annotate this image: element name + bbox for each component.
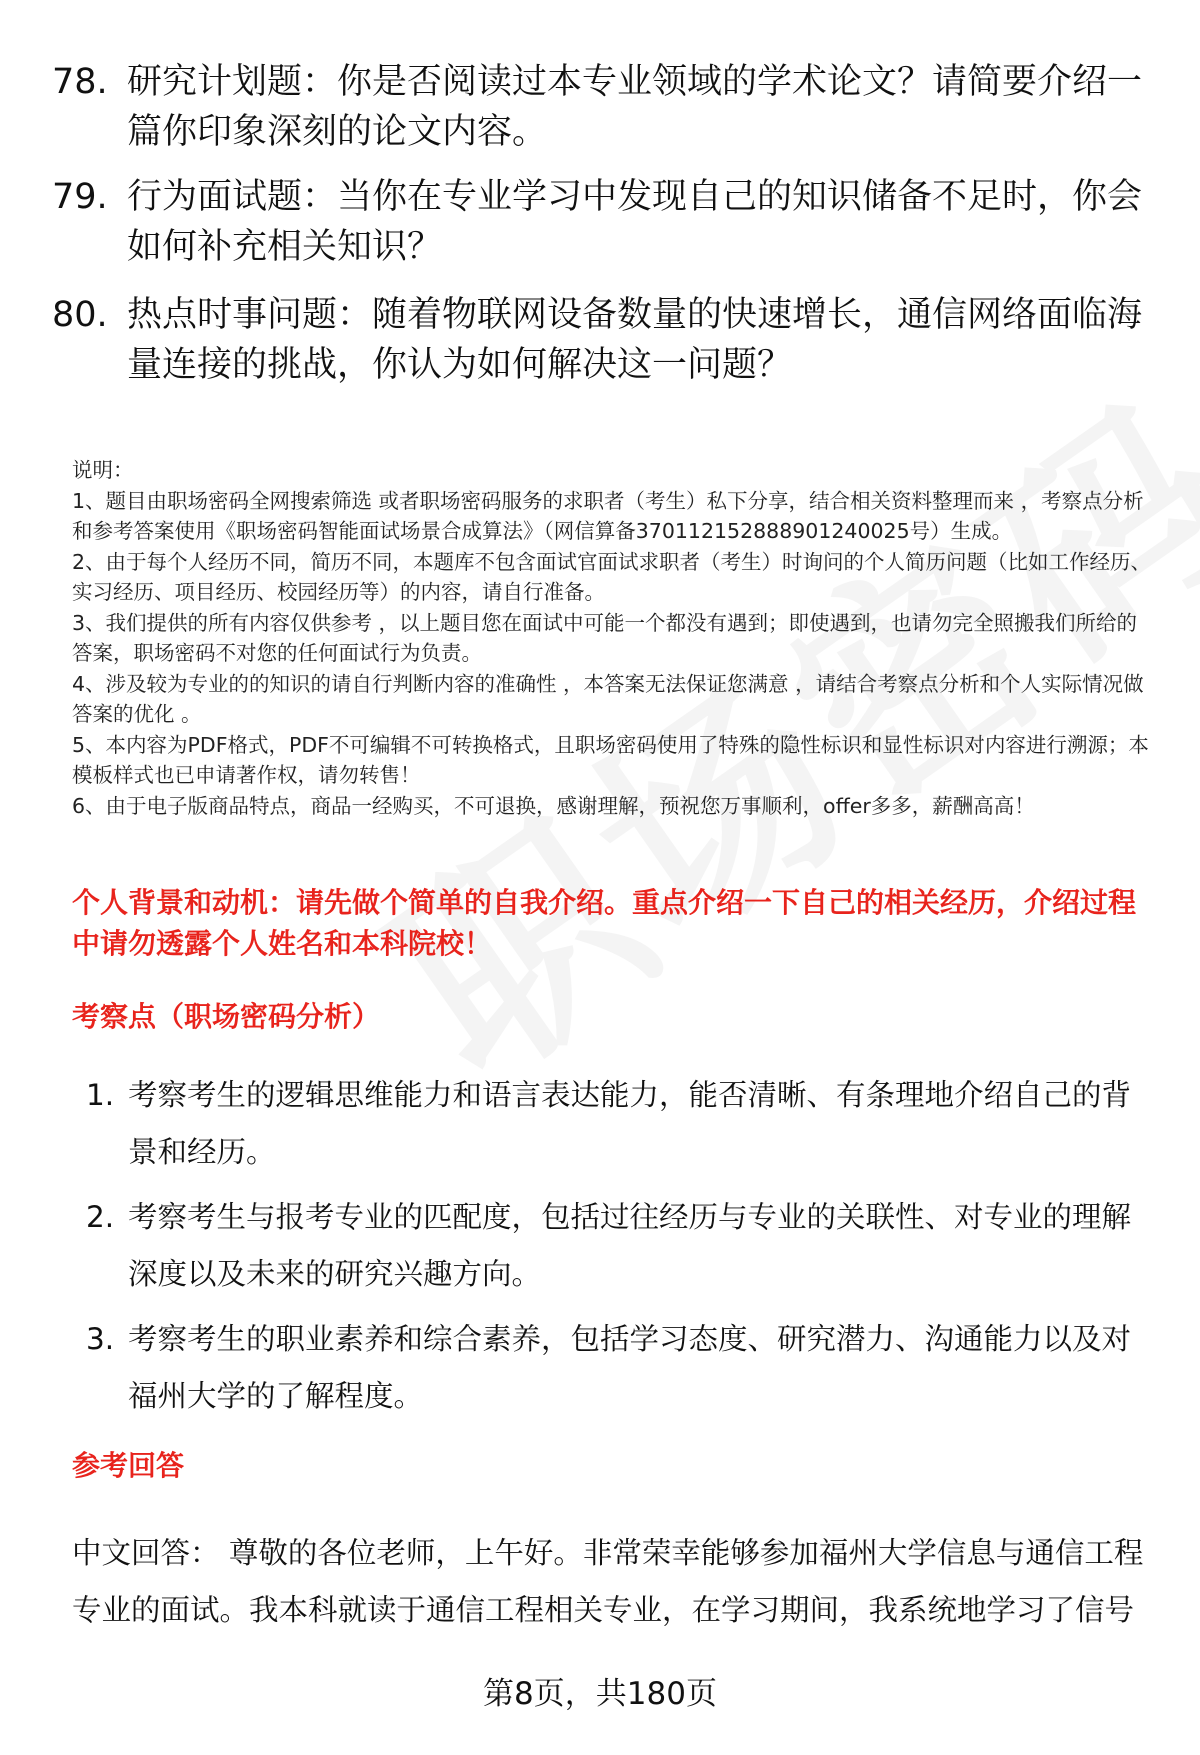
question-number: 79. bbox=[52, 177, 108, 217]
notes-section bbox=[72, 455, 1157, 821]
reference-heading: 参考回答 bbox=[72, 1449, 185, 1482]
list-number: 3. bbox=[86, 1322, 115, 1356]
notes-item: 4、涉及较为专业的的知识的请自行判断内容的准确性 ，本答案无法保证您满意 ，请结合考察点分析和个人实际情况做答案的优化 。 bbox=[72, 671, 1144, 726]
question-text: 热点时事问题：随着物联网设备数量的快速增长，通信网络面临海量连接的挑战，你认为如何解决这一问题？ bbox=[127, 295, 1143, 385]
notes-item: 6、由于电子版商品特点，商品一经购买，不可退换，感谢理解，预祝您万事顺利，offer多多，薪酬高高！ bbox=[72, 793, 1035, 818]
list-text: 考察考生与报考专业的匹配度，包括过往经历与专业的关联性、对专业的理解深度以及未来的研究兴趣方向。 bbox=[128, 1200, 1132, 1291]
page-footer: 第8页，共180页 bbox=[483, 1676, 717, 1712]
question-text: 研究计划题：你是否阅读过本专业领域的学术论文？请简要介绍一篇你印象深刻的论文内容。 bbox=[127, 62, 1143, 152]
question-79 bbox=[52, 172, 1142, 272]
section-title: 个人背景和动机：请先做个简单的自我介绍。重点介绍一下自己的相关经历，介绍过程中请勿透露个人姓名和本科院校！ bbox=[72, 886, 1137, 960]
answer-text: 中文回答： 尊敬的各位老师，上午好。非常荣幸能够参加福州大学信息与通信工程专业的面试。我本科就读于通信工程相关专业，在学习期间，我系统地学习了信号 bbox=[72, 1536, 1144, 1627]
notes-title: 说明： bbox=[72, 458, 134, 482]
notes-item: 3、我们提供的所有内容仅供参考 ，以上题目您在面试中可能一个都没有遇到；即使遇到，也请勿完全照搬我们所给的答案，职场密码不对您的任何面试行为负责。 bbox=[72, 610, 1138, 665]
notes-item: 2、由于每个人经历不同，简历不同，本题库不包含面试官面试求职者（考生）时询问的个人简历问题（比如工作经历、实习经历、项目经历、校园经历等）的内容，请自行准备。 bbox=[72, 549, 1152, 604]
list-text: 考察考生的逻辑思维能力和语言表达能力，能否清晰、有条理地介绍自己的背景和经历。 bbox=[128, 1078, 1132, 1169]
list-number: 1. bbox=[86, 1078, 115, 1112]
assessment-list bbox=[72, 1067, 1157, 1433]
list-item bbox=[72, 1311, 1157, 1425]
question-number: 80. bbox=[52, 295, 108, 335]
question-80 bbox=[52, 290, 1142, 390]
notes-item: 1、题目由职场密码全网搜索筛选 或者职场密码服务的求职者（考生）私下分享，结合相关资料整理而来 ，考察点分析和参考答案使用《职场密码智能面试场景合成算法》（网信算备370112152888901240025号）生成。 bbox=[72, 488, 1144, 543]
list-item bbox=[72, 1189, 1157, 1303]
list-text: 考察考生的职业素养和综合素养，包括学习态度、研究潜力、沟通能力以及对福州大学的了解程度。 bbox=[128, 1322, 1132, 1413]
list-number: 2. bbox=[86, 1200, 115, 1234]
question-78 bbox=[52, 57, 1142, 157]
question-text: 行为面试题：当你在专业学习中发现自己的知识储备不足时，你会如何补充相关知识？ bbox=[127, 177, 1143, 267]
assessment-heading: 考察点（职场密码分析） bbox=[72, 1000, 381, 1033]
question-number: 78. bbox=[52, 62, 108, 102]
notes-item: 5、本内容为PDF格式，PDF不可编辑不可转换格式，且职场密码使用了特殊的隐性标识和显性标识对内容进行溯源；本模板样式也已申请著作权，请勿转售！ bbox=[72, 732, 1149, 787]
list-item bbox=[72, 1067, 1157, 1181]
